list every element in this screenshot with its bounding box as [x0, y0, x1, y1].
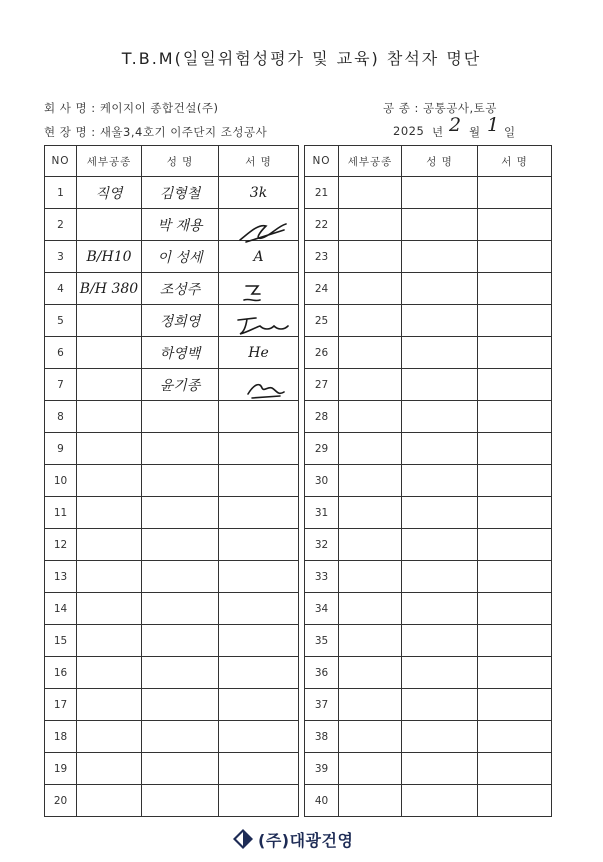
signature-cell: [219, 689, 299, 721]
table-row: [45, 177, 552, 209]
name-cell: [142, 497, 219, 529]
signature-cell: [478, 433, 552, 465]
row-number: 12: [45, 529, 77, 561]
trade-cell: [77, 721, 142, 753]
header-no-left: NO: [45, 146, 77, 177]
row-number: 38: [305, 721, 339, 753]
name-cell: [142, 465, 219, 497]
signature-cell: [478, 401, 552, 433]
trade-cell: [77, 753, 142, 785]
row-number: 25: [305, 305, 339, 337]
signature-cell: [478, 369, 552, 401]
header-trade-right: 세부공종: [339, 146, 402, 177]
signature-cell: [219, 497, 299, 529]
trade-cell: [77, 529, 142, 561]
table-row: [45, 785, 552, 817]
signature-cell: [478, 785, 552, 817]
trade-cell: [339, 209, 402, 241]
row-number: 19: [45, 753, 77, 785]
trade-cell: [77, 337, 142, 369]
name-cell: [402, 369, 478, 401]
row-number: 16: [45, 657, 77, 689]
name-cell: [402, 625, 478, 657]
signature-cell: [478, 305, 552, 337]
trade-cell: [339, 465, 402, 497]
name-cell: [402, 657, 478, 689]
row-number: 40: [305, 785, 339, 817]
company-name: 회 사 명 : 케이지이 종합건설(주): [44, 101, 219, 115]
name-cell: [402, 593, 478, 625]
name-cell: [402, 177, 478, 209]
table-row: [45, 593, 552, 625]
trade-cell: B/H 380: [77, 273, 142, 305]
name-cell: [402, 209, 478, 241]
table-row: [45, 721, 552, 753]
name-cell: [142, 657, 219, 689]
name-cell: [402, 785, 478, 817]
signature-cell: [219, 561, 299, 593]
trade-cell: [339, 561, 402, 593]
row-number: 18: [45, 721, 77, 753]
name-cell: [402, 305, 478, 337]
trade-cell: [339, 337, 402, 369]
signature-cell: [219, 529, 299, 561]
row-number: 13: [45, 561, 77, 593]
signature-cell: [478, 209, 552, 241]
header-sign-right: 서 명: [478, 146, 552, 177]
trade-cell: [77, 625, 142, 657]
row-number: 15: [45, 625, 77, 657]
row-number: 37: [305, 689, 339, 721]
signature-cell: [219, 625, 299, 657]
row-number: 29: [305, 433, 339, 465]
signature-cell: [478, 561, 552, 593]
date-month-unit: 월: [469, 125, 481, 139]
document-title: T.B.M(일일위험성평가 및 교육) 참석자 명단: [121, 49, 482, 68]
name-cell: 조성주: [142, 273, 219, 305]
date-month-handwritten: 2: [449, 114, 462, 136]
signature-cell: [478, 273, 552, 305]
signature-cell: A: [219, 241, 299, 273]
table-row: [45, 497, 552, 529]
name-cell: [142, 785, 219, 817]
trade-cell: [77, 369, 142, 401]
trade-cell: [339, 721, 402, 753]
signature-cell: [478, 241, 552, 273]
signature-cell: 3k: [219, 177, 299, 209]
attendee-table: [44, 145, 552, 817]
signature-cell: He: [219, 337, 299, 369]
row-number: 30: [305, 465, 339, 497]
signature-cell: [478, 689, 552, 721]
trade-cell: [339, 529, 402, 561]
table-row: [45, 465, 552, 497]
table-row: [45, 529, 552, 561]
row-number: 24: [305, 273, 339, 305]
trade-cell: [77, 465, 142, 497]
name-cell: [142, 529, 219, 561]
row-number: 23: [305, 241, 339, 273]
row-number: 9: [45, 433, 77, 465]
row-number: 28: [305, 401, 339, 433]
table-row: [45, 337, 552, 369]
signature-cell: [478, 529, 552, 561]
signature-cell: [219, 785, 299, 817]
trade-cell: [77, 689, 142, 721]
trade-cell: [339, 497, 402, 529]
signature-mark: [236, 218, 292, 248]
name-cell: [402, 721, 478, 753]
signature-cell: [219, 753, 299, 785]
row-number: 3: [45, 241, 77, 273]
date-year: 2025: [393, 124, 425, 138]
table-row: [45, 209, 552, 241]
trade-cell: [339, 241, 402, 273]
signature-cell: [478, 753, 552, 785]
site-name: 현 장 명 : 새울3,4호기 이주단지 조성공사: [44, 125, 268, 139]
row-number: 34: [305, 593, 339, 625]
trade-cell: [339, 273, 402, 305]
row-number: 32: [305, 529, 339, 561]
signature-cell: [219, 433, 299, 465]
row-number: 2: [45, 209, 77, 241]
table-row: [45, 273, 552, 305]
trade-cell: [339, 369, 402, 401]
name-cell: 김형철: [142, 177, 219, 209]
trade-type: 공 종 : 공통공사,토공: [383, 101, 497, 115]
row-number: 17: [45, 689, 77, 721]
name-cell: [402, 465, 478, 497]
row-number: 5: [45, 305, 77, 337]
trade-cell: [77, 209, 142, 241]
trade-cell: [339, 689, 402, 721]
name-cell: 박 재용: [142, 209, 219, 241]
row-number: 21: [305, 177, 339, 209]
row-number: 27: [305, 369, 339, 401]
name-cell: [142, 401, 219, 433]
trade-cell: [77, 497, 142, 529]
name-cell: [402, 401, 478, 433]
table-row: [45, 753, 552, 785]
signature-cell: [219, 657, 299, 689]
row-number: 11: [45, 497, 77, 529]
signature-cell: [478, 337, 552, 369]
name-cell: [402, 529, 478, 561]
trade-cell: [339, 753, 402, 785]
name-cell: 정희영: [142, 305, 219, 337]
name-cell: [402, 561, 478, 593]
name-cell: 윤기종: [142, 369, 219, 401]
signature-cell: [219, 465, 299, 497]
name-cell: [142, 625, 219, 657]
company-logo: [232, 826, 372, 852]
date-year-unit: 년: [432, 125, 444, 139]
table-row: [45, 241, 552, 273]
row-number: 31: [305, 497, 339, 529]
row-number: 14: [45, 593, 77, 625]
row-number: 6: [45, 337, 77, 369]
table-row: [45, 561, 552, 593]
trade-cell: [77, 561, 142, 593]
name-cell: [142, 689, 219, 721]
trade-cell: [77, 433, 142, 465]
signature-cell: [478, 465, 552, 497]
name-cell: [142, 593, 219, 625]
header-no-right: NO: [305, 146, 339, 177]
signature-cell: [478, 593, 552, 625]
row-number: 4: [45, 273, 77, 305]
trade-cell: [339, 433, 402, 465]
name-cell: [402, 753, 478, 785]
header-sign-left: 서 명: [219, 146, 299, 177]
table-header-row: [45, 146, 552, 177]
table-row: [45, 305, 552, 337]
diamond-logo-icon: [232, 828, 254, 850]
name-cell: 이 성세: [142, 241, 219, 273]
row-number: 26: [305, 337, 339, 369]
date-day-unit: 일: [504, 125, 516, 139]
trade-cell: [77, 593, 142, 625]
signature-cell: [478, 497, 552, 529]
header-trade-left: 세부공종: [77, 146, 142, 177]
trade-cell: 직영: [77, 177, 142, 209]
trade-cell: [77, 657, 142, 689]
name-cell: [402, 689, 478, 721]
trade-cell: [339, 625, 402, 657]
row-number: 1: [45, 177, 77, 209]
trade-cell: [339, 401, 402, 433]
name-cell: [402, 497, 478, 529]
signature-cell: [219, 593, 299, 625]
row-number: 36: [305, 657, 339, 689]
row-number: 7: [45, 369, 77, 401]
row-number: 35: [305, 625, 339, 657]
trade-cell: B/H10: [77, 241, 142, 273]
trade-cell: [339, 593, 402, 625]
trade-cell: [339, 305, 402, 337]
logo-text: (주)대광건영: [258, 831, 354, 850]
row-number: 39: [305, 753, 339, 785]
table-row: [45, 689, 552, 721]
table-row: [45, 401, 552, 433]
name-cell: [402, 337, 478, 369]
name-cell: 하영백: [142, 337, 219, 369]
table-row: [45, 657, 552, 689]
signature-cell: [478, 721, 552, 753]
header-name-right: 성 명: [402, 146, 478, 177]
trade-cell: [77, 785, 142, 817]
trade-cell: [339, 657, 402, 689]
signature-cell: [478, 625, 552, 657]
signature-cell: [478, 177, 552, 209]
trade-cell: [339, 177, 402, 209]
trade-cell: [77, 305, 142, 337]
signature-cell: [219, 721, 299, 753]
name-cell: [402, 241, 478, 273]
trade-cell: [339, 785, 402, 817]
name-cell: [142, 561, 219, 593]
table-row: [45, 433, 552, 465]
signature-mark: [244, 376, 288, 402]
row-number: 10: [45, 465, 77, 497]
row-number: 33: [305, 561, 339, 593]
name-cell: [402, 273, 478, 305]
row-number: 20: [45, 785, 77, 817]
trade-cell: [77, 401, 142, 433]
table-row: [45, 625, 552, 657]
date-day-handwritten: 1: [487, 114, 500, 136]
table-row: [45, 369, 552, 401]
name-cell: [142, 721, 219, 753]
header-name-left: 성 명: [142, 146, 219, 177]
name-cell: [142, 433, 219, 465]
row-number: 8: [45, 401, 77, 433]
signature-mark: [234, 312, 292, 340]
signature-cell: [219, 401, 299, 433]
name-cell: [142, 753, 219, 785]
signature-mark: [240, 282, 264, 306]
row-number: 22: [305, 209, 339, 241]
signature-cell: [478, 657, 552, 689]
name-cell: [402, 433, 478, 465]
